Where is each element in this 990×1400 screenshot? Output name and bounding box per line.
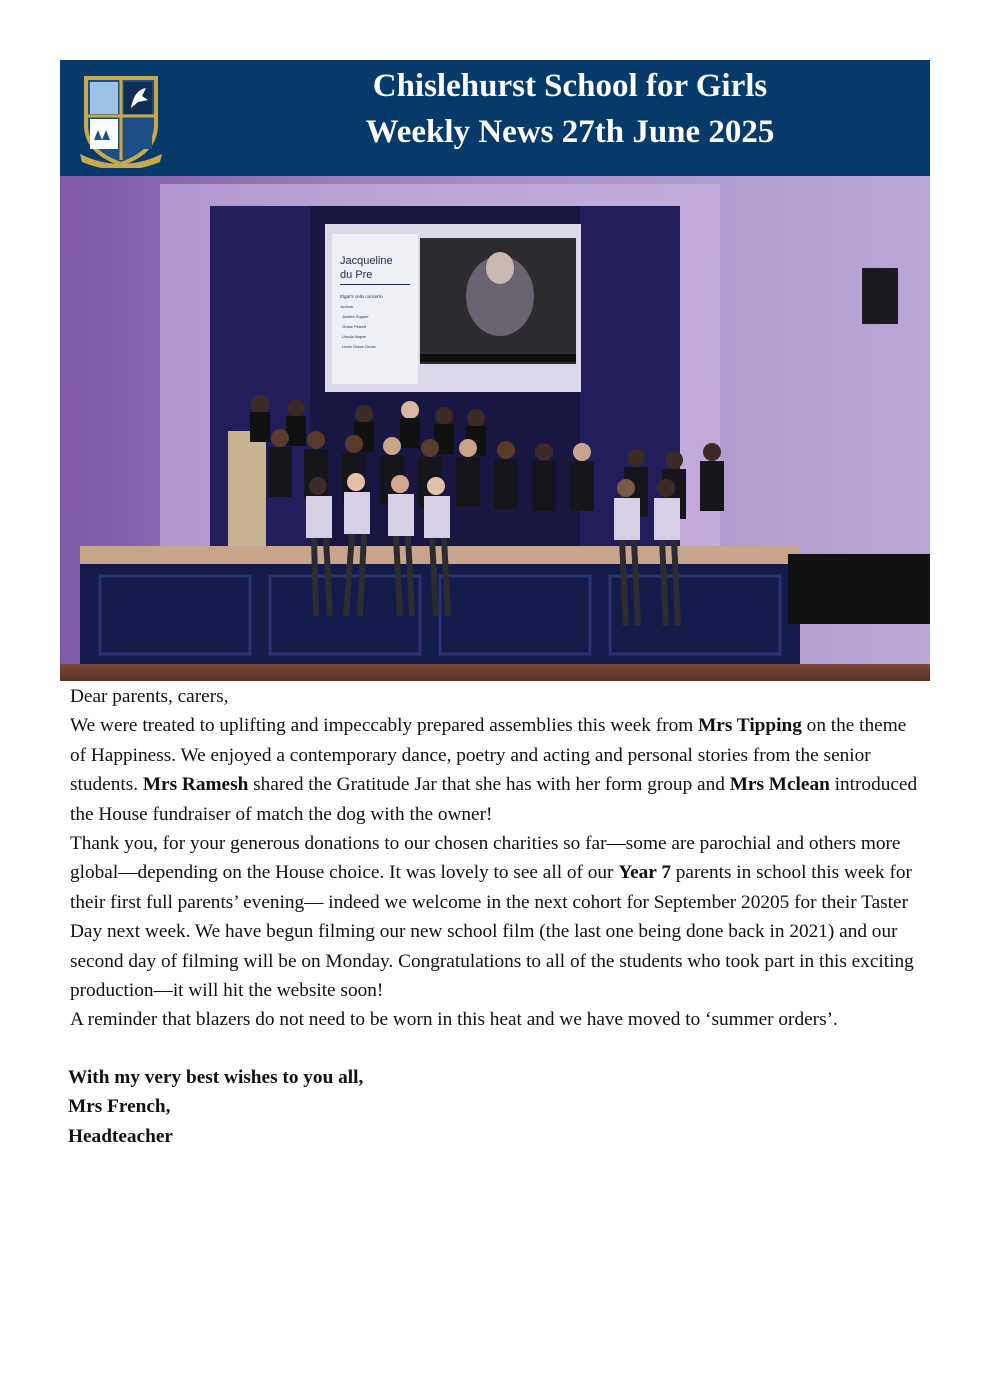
newsletter-date-title: Weekly News 27th June 2025 (365, 114, 775, 150)
letter-greeting: Dear parents, carers, (70, 686, 229, 707)
text-span: introduced the House fundraiser of match the dog with the owner! (70, 774, 918, 825)
slide-list-item: Jubilee Supper (342, 314, 369, 319)
letter-paragraph-blazers: A reminder that blazers do not need to be worn in this heat and we have moved to ‘summer orders’. (70, 1009, 838, 1031)
slide-list-item: Ursula Napier (342, 334, 367, 339)
name-mrs-ramesh: Mrs Ramesh (142, 774, 249, 796)
letter-signoff (68, 1063, 918, 1151)
slide-title-line2: du Pre (340, 269, 373, 281)
text-span: on the theme of Happiness. We enjoyed a contemporary dance, poetry and acting and personal stories from the senior students. (70, 715, 907, 796)
school-crest-icon (76, 70, 166, 168)
text-span: parents in school this week for their first full parents’ evening— indeed we welcome in the next cohort for September 20205 for their Taster Day next week. We have begun filming our new school film (the last one being done back in 2021) and our second day of filming will be on Monday. Congratulations to all of the students who took part in this exciting production—it will hit the website soon! (70, 862, 914, 1002)
signoff-name: Mrs French, (68, 1096, 171, 1118)
text-span: We were treated to uplifting and impeccably prepared assemblies this week from (70, 715, 699, 737)
slide-list-item: Juniors (340, 304, 353, 309)
text-span: shared the Gratitude Jar that she has with her form group and (248, 774, 730, 796)
year-7-bold: Year 7 (618, 862, 671, 884)
signoff-wishes: With my very best wishes to you all, (68, 1066, 364, 1088)
slide-list-item: Linah Grace Gross (342, 344, 376, 349)
slide-title-line1: Jacqueline (340, 255, 393, 267)
newsletter-header (60, 60, 930, 176)
signoff-role: Headteacher (68, 1125, 173, 1147)
slide-list-item: Grace Pickett (342, 324, 367, 329)
name-mrs-mclean: Mrs Mclean (729, 774, 830, 796)
headteacher-letter (68, 682, 918, 1151)
letter-paragraph-assemblies (68, 711, 918, 829)
school-name-title: Chislehurst School for Girls (372, 68, 768, 104)
name-mrs-tipping: Mrs Tipping (698, 715, 802, 737)
text-span: Thank you, for your generous donations to our chosen charities so far—some are parochial and others more global—depending on the House choice. It was lovely to see all of our (70, 833, 901, 884)
letter-paragraph-donations (68, 829, 918, 1005)
slide-subtitle: Elgar's cello concerto (340, 294, 383, 299)
assembly-photo (60, 176, 930, 681)
